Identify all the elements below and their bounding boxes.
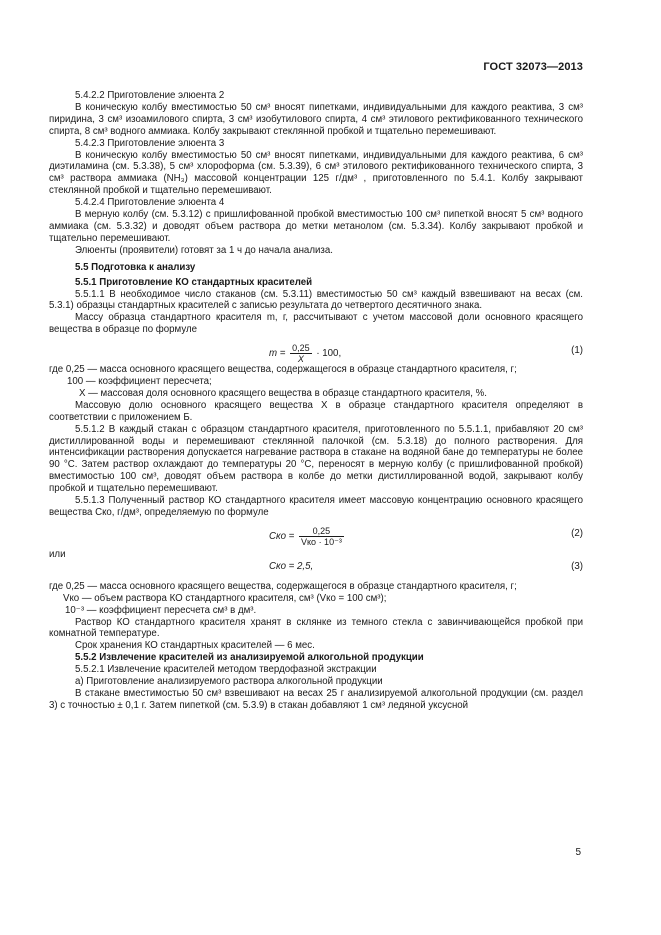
where-1-a: где 0,25 — масса основного красящего вещества, содержащегося в образце стандартного красителя, г; [49,364,517,376]
formula-2-fraction [299,526,344,547]
paragraph-mass-fraction-ref: Массовую долю основного красящего вещества X в образце стандартного красителя определяют в соответствии с приложением Б. [49,399,583,423]
formula-2-number: (2) [571,527,583,539]
where-2-a: где 0,25 — масса основного красящего вещества, содержащегося в образце стандартного красителя, г; [49,580,517,592]
formula-3 [49,561,583,581]
paragraph-5-5-1-1: 5.5.1.1 В необходимое число стаканов (см. 5.3.11) вместимостью 50 см³ каждый взвешивают на весах (см. 5.3.1) образцы стандартных красителей с записью результата до четвертого десятичного знака. [49,288,583,312]
section-5-5-2-heading: 5.5.2 Извлечение красителей из анализируемой алкогольной продукции [75,652,424,664]
paragraph-5-5-2-1: 5.5.2.1 Извлечение красителей методом твердофазной экстракции [75,664,377,676]
eluents-note: Элюенты (проявители) готовят за 1 ч до начала анализа. [75,244,333,256]
section-5-4-2-3-title: 5.4.2.3 Приготовление элюента 3 [75,137,225,149]
paragraph-5-5-1-2: 5.5.1.2 В каждый стакан с образцом стандартного красителя, приготовленного по 5.5.1.1, прибавляют 20 см³ дистиллированной воды и перемешивают стеклянной палочкой (см. 5.3.18) до полного растворения. Для интенсификации растворения допускается нагревание раствора в стакане на водяной бане до температуры не более 90 °С. Затем раствор охлаждают до температуры 20 °С, переносят в мерную колбу (с пришлифованной пробкой) вместимостью 100 см³, доводят объем раствора в колбе до метки дистиллированной водой, закрывают колбу пробкой и тщательно перемешивают. [49,423,583,495]
where-1-c: X — массовая доля основного красящего вещества в образце стандартного красителя, %. [79,387,487,399]
section-5-4-2-3-body: В коническую колбу вместимостью 50 см³ вносят пипетками, индивидуальными для каждого реактива, 6 см³ диэтиламина (см. 5.3.38), 5 см³ хлороформа (см. 5.3.39), 6 см³ этилового ректификованного технического спирта, 3 см³ раствора аммиака (NH₃) массовой концентрации 125 г/дм³ , приготовленного по 5.4.1. Колбу закрывают стеклянной пробкой и тщательно перемешивают. [49,149,583,197]
formula-3-text: Cко = 2,5, [269,560,314,572]
formula-1-denominator: X [297,354,304,365]
paragraph-mass-formula-intro: Массу образца стандартного красителя m, г, рассчитывают с учетом массовой доли основного красящего вещества в образце по формуле [49,312,583,336]
formula-3-number: (3) [571,560,583,572]
paragraph-shelf-life: Срок хранения КО стандартных красителей — 6 мес. [75,640,315,652]
where-2-b: Vко — объем раствора КО стандартного красителя, см³ (Vко = 100 см³); [63,592,387,604]
document-id-header: ГОСТ 32073—2013 [483,61,583,73]
or-word: или [49,548,66,560]
formula-1-tail: · 100, [316,348,342,360]
section-5-4-2-2-title: 5.4.2.2 Приготовление элюента 2 [75,90,225,101]
section-5-4-2-4-body: В мерную колбу (см. 5.3.12) с пришлифованной пробкой вместимостью 100 см³ пипеткой вносят 5 см³ водного аммиака (см. 5.3.32) и доводят объем раствора до метки метанолом (см. 5.3.34). Колбу закрывают пробкой и тщательно перемешивают. [49,209,583,244]
formula-1-numerator: 0,25 [292,343,310,354]
formula-2-denominator: Vко · 10⁻³ [301,536,342,547]
section-5-5-heading: 5.5 Подготовка к анализу [75,261,196,273]
formula-2 [49,519,583,549]
formula-1 [49,336,583,364]
page-content [49,90,583,712]
page-number: 5 [575,847,581,858]
section-5-5-1-heading: 5.5.1 Приготовление КО стандартных красителей [75,276,313,288]
formula-1-number: (1) [571,345,583,357]
where-1-b: 100 — коэффициент пересчета; [67,376,212,388]
formula-1-lhs: m = [269,348,286,360]
paragraph-5-5-1-3: 5.5.1.3 Полученный раствор КО стандартного красителя имеет массовую концентрацию основного красящего вещества Cко, г/дм³, определяемую по формуле [49,495,583,518]
section-5-4-2-4-title: 5.4.2.4 Приготовление элюента 4 [75,197,225,209]
formula-2-numerator: 0,25 [299,526,344,537]
paragraph-storage: Раствор КО стандартного красителя хранят в склянке из темного стекла с завинчивающейся пробкой при комнатной температуре. [49,616,583,640]
formula-2-lhs: Cко = [269,530,295,542]
section-5-4-2-2-body: В коническую колбу вместимостью 50 см³ вносят пипетками, индивидуальными для каждого реактива, 3 см³ пиридина, 3 см³ изоамилового спирта, 3 см³ изобутилового спирта, 4 см³ этилового ректификованного технического спирта, 8 см³ водного аммиака. Колбу закрывают стеклянной пробкой и тщательно перемешивают. [49,101,583,137]
paragraph-sample-preparation: В стакане вместимостью 50 см³ взвешивают на весах 25 г анализируемой алкогольной продукции (см. раздел 3) с точностью ± 0,1 г. Затем пипеткой (см. 5.3.9) в стакан добавляют 1 см³ ледяной уксусной [49,687,583,711]
formula-1-fraction [290,343,312,364]
paragraph-5-5-2-1-a: а) Приготовление анализируемого раствора алкогольной продукции [75,676,383,688]
where-2-c: 10⁻³ — коэффициент пересчета см³ в дм³. [65,604,257,616]
